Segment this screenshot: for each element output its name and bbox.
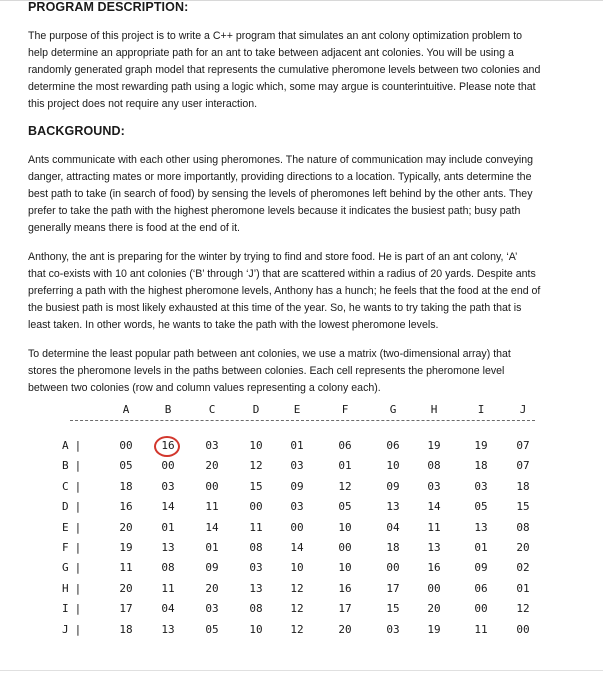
matrix-cell: 15	[516, 500, 530, 514]
matrix-cell: 20	[205, 581, 219, 595]
matrix-cell: 20	[516, 541, 530, 554]
matrix-cell: 04	[386, 520, 400, 534]
paragraph	[28, 28, 573, 113]
matrix-cell: 16	[427, 561, 441, 575]
row-label-letter: E	[62, 520, 69, 534]
matrix-cell: 11	[474, 622, 488, 636]
matrix-cell: 12	[290, 602, 304, 616]
matrix-cell: 13	[386, 500, 400, 514]
paragraph-line: preferring a path with the highest pheromone levels, Anthony has a hunch; he feels that the food at the end of	[28, 285, 541, 297]
row-label	[62, 500, 81, 513]
matrix-cell: 20	[119, 520, 133, 534]
matrix-cell: 03	[386, 622, 400, 636]
matrix-cell: 00	[427, 581, 441, 595]
matrix-cell: 14	[161, 500, 175, 514]
matrix-row	[0, 602, 603, 618]
matrix-cell: 07	[516, 439, 530, 452]
matrix-cell: 09	[290, 479, 304, 493]
matrix-cell: 11	[119, 561, 133, 575]
row-label	[62, 439, 81, 452]
paragraph-line: The purpose of this project is to write a C++ program that simulates an ant colony optimization problem to	[28, 30, 523, 42]
matrix-cell: 03	[474, 479, 488, 493]
matrix-row	[0, 541, 603, 557]
row-label-separator: |	[74, 581, 82, 595]
matrix-cell: 05	[338, 500, 352, 514]
matrix-cell: 10	[249, 622, 263, 636]
row-label-separator: |	[74, 622, 82, 636]
paragraph	[28, 346, 573, 397]
column-label: D	[252, 403, 260, 416]
matrix-cell: 02	[516, 561, 530, 575]
row-label-letter: A	[62, 439, 69, 452]
row-label-letter: J	[62, 622, 69, 636]
matrix-cell: 09	[474, 561, 488, 575]
matrix-cell: 13	[249, 581, 263, 595]
row-label-separator: |	[74, 479, 82, 493]
paragraph-line: between two colonies (row and column values representing a colony each).	[28, 382, 381, 394]
section-heading: PROGRAM DESCRIPTION:	[28, 0, 189, 14]
row-label	[62, 561, 81, 574]
matrix-cell: 11	[249, 520, 263, 534]
matrix-cell: 18	[386, 541, 400, 554]
matrix-cell: 14	[205, 520, 219, 534]
matrix-cell: 10	[290, 561, 304, 575]
matrix-cell: 12	[290, 622, 304, 636]
row-label-letter: I	[62, 602, 69, 616]
row-label-separator: |	[74, 500, 82, 514]
paragraph-line: this project does not require any user interaction.	[28, 98, 258, 110]
matrix-cell: 06	[338, 439, 352, 452]
matrix-cell: 10	[249, 439, 263, 452]
matrix-cell: 11	[427, 520, 441, 534]
paragraph-line: least taken. In other words, he wants to take the path with the lowest pheromone levels.	[28, 319, 439, 331]
highlight-circle	[154, 436, 180, 457]
matrix-cell: 08	[516, 520, 530, 534]
matrix-row	[0, 582, 603, 598]
paragraph-line: Anthony, the ant is preparing for the winter by trying to find and store food. He is part of an ant colony, ‘A’	[28, 251, 518, 263]
matrix-cell: 00	[338, 541, 352, 554]
matrix-cell: 00	[474, 602, 488, 616]
matrix-cell: 05	[205, 622, 219, 636]
column-label: E	[293, 403, 301, 416]
matrix-cell: 09	[205, 561, 219, 575]
paragraph-line: prefer to take the path with the highest pheromone levels because it indicates the busiest path; busy path	[28, 205, 521, 217]
row-label	[62, 582, 81, 595]
row-label-letter: D	[62, 500, 69, 514]
row-label-separator: |	[74, 561, 82, 575]
matrix-cell: 12	[516, 602, 530, 616]
row-label	[62, 623, 81, 636]
matrix-row	[0, 439, 603, 455]
matrix-cell: 13	[161, 541, 175, 554]
matrix-cell: 20	[427, 602, 441, 616]
column-label: I	[477, 403, 485, 416]
paragraph-line: help determine an appropriate path for an ant to take between adjacent ant colonies. You will be using a	[28, 47, 514, 59]
matrix-row	[0, 500, 603, 516]
column-label: F	[341, 403, 349, 416]
matrix-cell: 18	[119, 479, 133, 493]
bottom-divider	[0, 670, 603, 671]
matrix-cell: 13	[474, 520, 488, 534]
matrix-row	[0, 480, 603, 496]
matrix-cell: 03	[290, 459, 304, 473]
paragraph-line: best path to take (in search of food) by sensing the levels of pheromones left behind by the other ants. They	[28, 188, 533, 200]
paragraph	[28, 249, 573, 334]
matrix-cell: 19	[427, 439, 441, 452]
matrix-cell: 08	[161, 561, 175, 575]
paragraph-line: danger, attracting mates or more importantly, providing directions to a location. Typically, ants determine the	[28, 171, 532, 183]
matrix-cell: 17	[119, 602, 133, 616]
paragraph-line: To determine the least popular path between ant colonies, we use a matrix (two-dimensional array) that	[28, 348, 511, 360]
matrix-cell: 16	[119, 500, 133, 514]
matrix-cell: 15	[386, 602, 400, 616]
matrix-cell: 18	[119, 622, 133, 636]
matrix-cell: 01	[338, 459, 352, 473]
row-label-separator: |	[74, 439, 82, 452]
matrix-cell: 12	[249, 459, 263, 473]
matrix-cell: 13	[427, 541, 441, 554]
matrix-cell: 19	[119, 541, 133, 554]
matrix-row	[0, 561, 603, 577]
column-label: A	[122, 403, 130, 416]
row-label	[62, 602, 81, 615]
paragraph-line: generally means there is food at the end of it.	[28, 222, 241, 234]
row-label-separator: |	[74, 459, 82, 473]
matrix-cell: 03	[427, 479, 441, 493]
matrix-row	[0, 459, 603, 475]
matrix-cell: 11	[161, 581, 175, 595]
matrix-row	[0, 521, 603, 537]
matrix-cell: 00	[290, 520, 304, 534]
matrix-cell: 03	[290, 500, 304, 514]
row-label-letter: C	[62, 479, 69, 493]
paragraph-line: the busiest path is most likely exhausted at this time of the year. So, he wants to try taking the path that is	[28, 302, 522, 314]
paragraph-line: determine the most rewarding path using a logic which, some may argue is counterintuitive. Please note that	[28, 81, 536, 93]
matrix-cell: 01	[205, 541, 219, 554]
matrix-cell: 07	[516, 459, 530, 473]
row-label-separator: |	[74, 541, 82, 554]
matrix-cell: 13	[161, 622, 175, 636]
matrix-header-separator	[70, 420, 535, 421]
matrix-cell: 01	[474, 541, 488, 554]
matrix-cell: 01	[161, 520, 175, 534]
matrix-cell: 05	[474, 500, 488, 514]
matrix-cell: 00	[249, 500, 263, 514]
matrix-cell: 18	[516, 479, 530, 493]
row-label	[62, 480, 81, 493]
matrix-cell: 08	[249, 541, 263, 554]
matrix-cell: 01	[290, 439, 304, 452]
row-label	[62, 541, 81, 554]
section-heading: BACKGROUND:	[28, 124, 125, 138]
paragraph-line: randomly generated graph model that represents the cumulative pheromone levels between two colonies and	[28, 64, 541, 76]
matrix-cell: 03	[249, 561, 263, 575]
paragraph-line: Ants communicate with each other using pheromones. The nature of communication may include conveying	[28, 154, 534, 166]
matrix-cell: 10	[386, 459, 400, 473]
row-label-separator: |	[74, 520, 82, 534]
matrix-cell: 11	[205, 500, 219, 514]
matrix-cell: 12	[290, 581, 304, 595]
row-label	[62, 521, 81, 534]
column-label: B	[164, 403, 172, 416]
matrix-cell: 06	[386, 439, 400, 452]
matrix-cell: 14	[290, 541, 304, 554]
matrix-cell: 00	[516, 622, 530, 636]
matrix-cell: 20	[119, 581, 133, 595]
matrix-cell: 19	[474, 439, 488, 452]
matrix-cell: 17	[386, 581, 400, 595]
matrix-cell: 03	[161, 479, 175, 493]
column-label: G	[389, 403, 397, 416]
matrix-cell: 01	[516, 581, 530, 595]
row-label-letter: B	[62, 459, 69, 473]
row-label-letter: G	[62, 561, 69, 575]
row-label-letter: H	[62, 581, 69, 595]
paragraph-line: stores the pheromone levels in the paths between colonies. Each cell represents the pheromone level	[28, 365, 505, 377]
matrix-row	[0, 623, 603, 639]
row-label	[62, 459, 81, 472]
matrix-cell: 17	[338, 602, 352, 616]
row-label-separator: |	[74, 602, 82, 616]
matrix-cell: 03	[205, 439, 219, 452]
matrix-cell: 09	[386, 479, 400, 493]
matrix-column-header	[0, 403, 603, 417]
matrix-cell: 00	[119, 439, 133, 452]
matrix-cell: 14	[427, 500, 441, 514]
matrix-cell: 00	[205, 479, 219, 493]
matrix-cell: 06	[474, 581, 488, 595]
matrix-cell: 16	[161, 439, 175, 452]
matrix-cell: 10	[338, 561, 352, 575]
matrix-cell: 00	[161, 459, 175, 473]
matrix-cell: 19	[427, 622, 441, 636]
matrix-cell: 18	[474, 459, 488, 473]
matrix-cell: 08	[427, 459, 441, 473]
column-label: C	[208, 403, 216, 416]
paragraph-line: that co-exists with 10 ant colonies (‘B’ through ‘J’) that are scattered within a radius of 20 yards. Despite ants	[28, 268, 536, 280]
column-label: H	[430, 403, 438, 416]
matrix-cell: 08	[249, 602, 263, 616]
column-label: J	[519, 403, 527, 416]
matrix-cell: 05	[119, 459, 133, 473]
matrix-cell: 12	[338, 479, 352, 493]
matrix-cell: 04	[161, 602, 175, 616]
row-label-letter: F	[62, 541, 69, 554]
matrix-cell: 15	[249, 479, 263, 493]
matrix-cell: 16	[338, 581, 352, 595]
matrix-cell: 20	[338, 622, 352, 636]
paragraph	[28, 152, 573, 237]
matrix-cell: 20	[205, 459, 219, 473]
matrix-cell: 03	[205, 602, 219, 616]
matrix-cell: 10	[338, 520, 352, 534]
matrix-cell: 00	[386, 561, 400, 575]
